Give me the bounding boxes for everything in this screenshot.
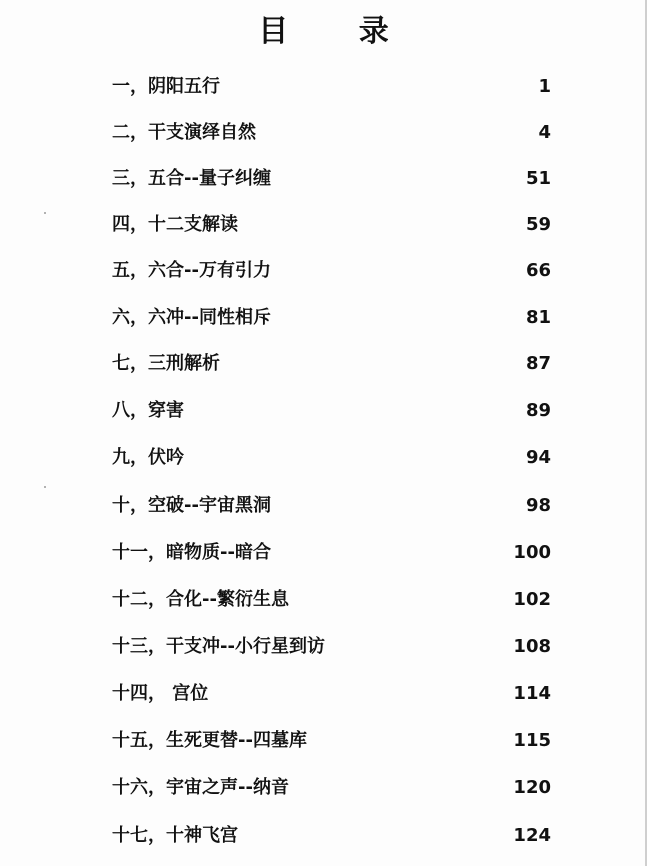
toc-entry bbox=[0, 256, 647, 286]
scan-speck bbox=[44, 212, 46, 214]
scan-speck bbox=[44, 486, 46, 488]
toc-entry bbox=[0, 726, 647, 756]
toc-entry bbox=[0, 210, 647, 240]
page-title: 目 录 bbox=[258, 14, 419, 49]
toc-entry-label: 十三，干支冲--小行星到访 bbox=[112, 636, 325, 657]
toc-entry-page: 114 bbox=[513, 683, 551, 704]
toc-entry bbox=[0, 303, 647, 333]
toc-entry-label: 十七，十神飞宫 bbox=[112, 825, 238, 846]
toc-entry bbox=[0, 821, 647, 851]
toc-entry-label: 十，空破--宇宙黑洞 bbox=[112, 495, 271, 516]
toc-entry bbox=[0, 118, 647, 148]
toc-entry-page: 51 bbox=[525, 168, 551, 189]
toc-entry bbox=[0, 164, 647, 194]
toc-entry-label: 六，六冲--同性相斥 bbox=[112, 307, 271, 328]
toc-entry-page: 100 bbox=[513, 542, 551, 563]
toc-entry-label: 八，穿害 bbox=[112, 400, 184, 421]
toc-entry-page: 81 bbox=[525, 307, 551, 328]
toc-entry-label: 十四， 宫位 bbox=[112, 683, 209, 704]
toc-entry-page: 120 bbox=[513, 777, 551, 798]
toc-entry bbox=[0, 72, 647, 102]
toc-entry bbox=[0, 632, 647, 662]
toc-entry-page: 4 bbox=[538, 122, 551, 143]
toc-entry-page: 124 bbox=[513, 825, 551, 846]
toc-entry-page: 89 bbox=[525, 400, 551, 421]
toc-entry-label: 十一，暗物质--暗合 bbox=[112, 542, 271, 563]
toc-entry-page: 1 bbox=[538, 76, 551, 97]
toc-entry-page: 98 bbox=[525, 495, 551, 516]
toc-entry-label: 十五，生死更替--四墓库 bbox=[112, 730, 307, 751]
toc-entry bbox=[0, 349, 647, 379]
toc-entry bbox=[0, 585, 647, 615]
toc-entry-page: 66 bbox=[525, 260, 551, 281]
toc-entry-label: 五，六合--万有引力 bbox=[112, 260, 271, 281]
toc-entry-page: 87 bbox=[525, 353, 551, 374]
toc-entry-label: 二，干支演绎自然 bbox=[112, 122, 256, 143]
toc-entry-page: 115 bbox=[513, 730, 551, 751]
toc-entry bbox=[0, 773, 647, 803]
toc-entry bbox=[0, 538, 647, 568]
toc-entry bbox=[0, 491, 647, 521]
toc-entry-page: 102 bbox=[513, 589, 551, 610]
toc-entry bbox=[0, 396, 647, 426]
toc-entry-page: 59 bbox=[525, 214, 551, 235]
toc-entry-page: 108 bbox=[513, 636, 551, 657]
toc-entry-label: 四，十二支解读 bbox=[112, 214, 238, 235]
toc-entry-label: 三，五合--量子纠缠 bbox=[112, 168, 271, 189]
toc-entry-label: 十二，合化--繁衍生息 bbox=[112, 589, 289, 610]
toc-entry-label: 十六，宇宙之声--纳音 bbox=[112, 777, 289, 798]
toc-entry-label: 七，三刑解析 bbox=[112, 353, 220, 374]
toc-entry-label: 九，伏吟 bbox=[112, 447, 184, 468]
toc-entry bbox=[0, 679, 647, 709]
toc-entry-label: 一，阴阳五行 bbox=[112, 76, 220, 97]
toc-entry-page: 94 bbox=[525, 447, 551, 468]
toc-entry bbox=[0, 443, 647, 473]
